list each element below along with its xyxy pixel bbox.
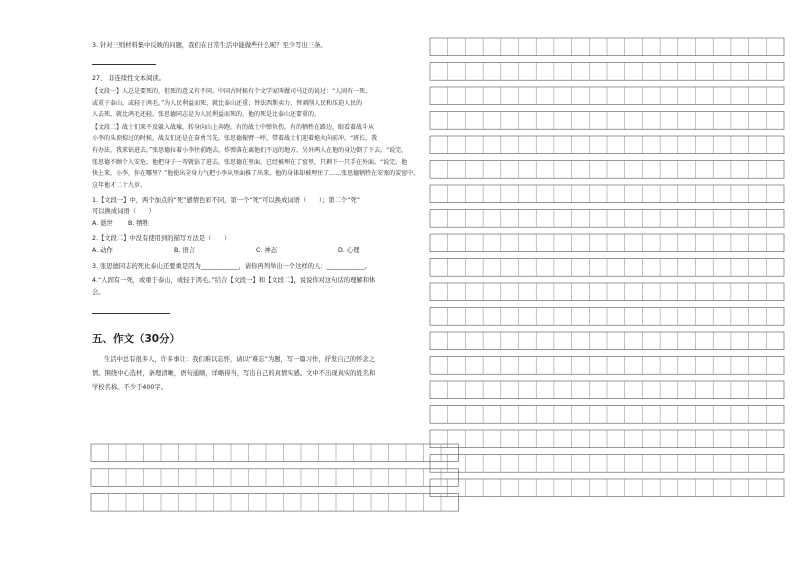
option-a[interactable]: A. 逝世 <box>92 220 113 228</box>
options-2 <box>92 246 422 256</box>
grid-right-row <box>430 259 784 277</box>
grid-right-row <box>430 38 784 56</box>
grid-right-row <box>430 479 784 497</box>
grid-right-svg <box>429 37 787 507</box>
exam-left-column <box>92 40 422 395</box>
grid-bottom-row <box>91 444 459 462</box>
composition-grid-bottom[interactable] <box>90 443 462 518</box>
sub-question-3: 3. 张思德同志的死比泰山还要重是因为____________，请你再列举出一个这样的人：____________。 <box>92 263 371 271</box>
grid-right-row <box>430 332 784 350</box>
option-b[interactable]: B. 语言 <box>174 247 195 255</box>
question-27: 27、 非连续性文本阅读。 <box>92 75 165 82</box>
grid-right-row <box>430 210 784 228</box>
passage-2: 【文段二】战士们来不及躲入战壕，转身向山上奔跑。有的战士中弹负伤，有的牺牲在路边，眼看着战斗从 小李的头顶掠过的时候，战友们还是在奋勇当先。张思德振臂一呼，带着战士们迎着炮火向前冲。“班长，我 有办法，我来钻进去。”张思德拉着小李往前跑去，炸弹落在离他们不远的地方，另外两人在他的身边倒了下去。“说完， 张思德不顾个人安危，他把身子一弯就钻了进去。张思德在里面，已经被埋在了窑里，只剩下一只手在外面。“说完，他 快上来，小李，你在哪里？”他使出全身力气把小李从里面推了出来，他的身体却被埋住了……张思德牺牲在安塞的炭窑中， 这年他才二十九岁。 <box>92 123 420 189</box>
grid-right-row <box>430 406 784 424</box>
grid-bottom-row <box>91 469 459 487</box>
section-5-title: 五、作文（30分） <box>92 333 181 346</box>
passage-1: 【文段一】人总是要死的，但死的意义有不同。中国古时候有个文学家叫做司马迁的说过：“人固有一死， 或重于泰山，或轻于鸿毛。”为人民利益而死，就比泰山还重；替法西斯卖力，替剥削人民和压迫人民的 人去死，就比鸿毛还轻。张思德同志是为人民利益而死的，他的死是比泰山还要重的。 <box>92 88 372 119</box>
sub-question-2: 2.【文段二】中没有使用到的描写方法是（ ） <box>92 235 231 243</box>
grid-right-row <box>430 112 784 130</box>
option-d[interactable]: D. 心理 <box>338 247 360 255</box>
grid-bottom-svg <box>90 443 462 518</box>
option-b[interactable]: B. 牺牲 <box>128 220 149 228</box>
grid-right-row <box>430 234 784 252</box>
grid-right-row <box>430 161 784 179</box>
sub-question-4: 4.“人固有一死，或重于泰山，或轻于鸿毛。”结合【文段一】和【文段二】，说说你对这句话的理解和体 会。 <box>92 277 376 297</box>
grid-bottom-row <box>91 494 459 512</box>
grid-right-row <box>430 357 784 375</box>
answer-line <box>92 313 170 314</box>
grid-right-row <box>430 430 784 448</box>
options-1 <box>92 219 422 229</box>
grid-right-row <box>430 381 784 399</box>
option-a[interactable]: A. 动作 <box>92 247 113 255</box>
sub-question-1: 1.【文段一】中，两个加点的“死”感情色彩不同，第一个“死”可以换成词语（ ）；第二个“死” 可以换成词语（ ） <box>92 197 361 216</box>
composition-grid-right[interactable] <box>429 37 787 507</box>
option-c[interactable]: C. 神态 <box>256 247 277 255</box>
grid-right-row <box>430 87 784 105</box>
grid-right-row <box>430 308 784 326</box>
essay-prompt: 生活中总有很多人，许多事让：我们难以忘怀，请以“难忘”为题，写一篇习作，抒发自己的怀念之 情。围绕中心选材，条理清晰，语句通顺，详略得当，写出自己的真情实感。文中不出现真实的姓名和 学校名称。不少于400字。 <box>92 356 376 392</box>
question-3: 3. 针对三则材料集中反映的问题，我们在日常生活中能做些什么呢？至少写出三条。 <box>92 42 327 49</box>
answer-line <box>92 64 156 65</box>
grid-right-row <box>430 185 784 203</box>
grid-right-row <box>430 63 784 81</box>
grid-right-row <box>430 283 784 301</box>
grid-right-row <box>430 136 784 154</box>
grid-right-row <box>430 455 784 473</box>
